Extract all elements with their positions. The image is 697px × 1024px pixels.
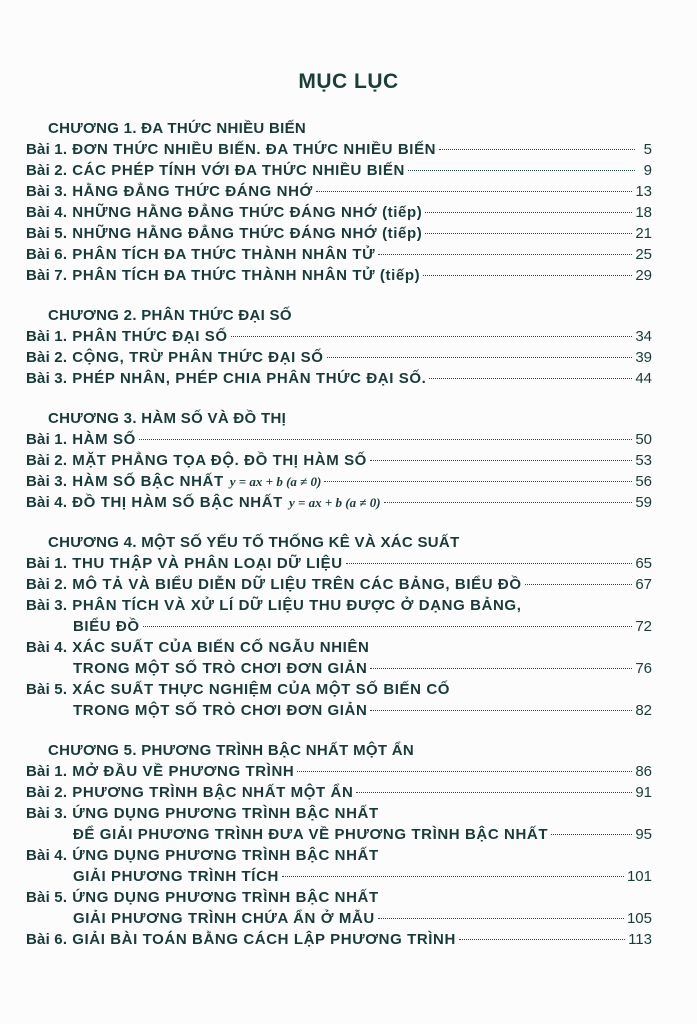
lesson-title-continuation: GIẢI PHƯƠNG TRÌNH TÍCH — [73, 868, 279, 885]
toc-entry[interactable] — [26, 887, 652, 908]
toc-entry-continuation[interactable] — [26, 908, 652, 929]
page-title: MỤC LỤC — [298, 70, 399, 93]
page-number: 53 — [635, 452, 652, 469]
lesson-title: HẰNG ĐẲNG THỨC ĐÁNG NHỚ — [72, 183, 313, 200]
lesson-title: GIẢI BÀI TOÁN BẰNG CÁCH LẬP PHƯƠNG TRÌNH — [72, 931, 456, 948]
dot-leader — [429, 378, 632, 379]
math-formula: y = ax + b (a ≠ 0) — [288, 495, 381, 510]
lesson-title-continuation: TRONG MỘT SỐ TRÒ CHƠI ĐƠN GIẢN — [73, 702, 368, 719]
page-number: 25 — [635, 246, 652, 263]
lesson-number: Bài 2. — [26, 576, 68, 593]
toc-entry[interactable] — [26, 429, 652, 450]
chapter-section — [26, 305, 652, 389]
toc-entry[interactable] — [26, 368, 652, 389]
lesson-title: MỞ ĐẦU VỀ PHƯƠNG TRÌNH — [72, 763, 295, 780]
lesson-title: ỨNG DỤNG PHƯƠNG TRÌNH BẬC NHẤT — [72, 847, 379, 864]
lesson-number: Bài 1. — [26, 763, 68, 780]
toc-entry[interactable] — [26, 782, 652, 803]
toc-entry[interactable] — [26, 929, 652, 950]
toc-entry-continuation[interactable] — [26, 616, 652, 637]
lesson-title: ỨNG DỤNG PHƯƠNG TRÌNH BẬC NHẤT — [72, 805, 379, 822]
lesson-title: HÀM SỐ — [72, 431, 136, 448]
page-number: 72 — [635, 618, 652, 635]
lesson-title-continuation: ĐỂ GIẢI PHƯƠNG TRÌNH ĐƯA VỀ PHƯƠNG TRÌNH BẬC NHẤT — [73, 826, 549, 843]
dot-leader — [316, 191, 632, 192]
lesson-title: XÁC SUẤT THỰC NGHIỆM CỦA MỘT SỐ BIẾN CỐ — [72, 681, 451, 698]
page-number: 65 — [635, 555, 652, 572]
lesson-number: Bài 5. — [26, 681, 68, 698]
lesson-number: Bài 2. — [26, 349, 68, 366]
lesson-number: Bài 2. — [26, 784, 68, 801]
chapter-heading[interactable]: CHƯƠNG 4. MỘT SỐ YẾU TỐ THỐNG KÊ VÀ XÁC SUẤT — [48, 534, 460, 551]
chapter-section — [26, 532, 652, 721]
toc-entry[interactable] — [26, 803, 652, 824]
lesson-number: Bài 4. — [26, 204, 68, 221]
lesson-number: Bài 3. — [26, 370, 68, 387]
page-number: 86 — [635, 763, 652, 780]
lesson-title: PHÉP NHÂN, PHÉP CHIA PHÂN THỨC ĐẠI SỐ. — [72, 370, 427, 387]
chapter-heading[interactable]: CHƯƠNG 2. PHÂN THỨC ĐẠI SỐ — [48, 307, 292, 324]
page-number: 56 — [635, 473, 652, 490]
chapter-section — [26, 408, 652, 513]
toc-entry[interactable] — [26, 223, 652, 244]
page-number: 29 — [635, 267, 652, 284]
lesson-number: Bài 2. — [26, 162, 68, 179]
table-of-contents — [26, 118, 652, 950]
lesson-number: Bài 1. — [26, 431, 68, 448]
page-number: 59 — [635, 494, 652, 511]
toc-entry[interactable] — [26, 244, 652, 265]
lesson-number: Bài 4. — [26, 847, 68, 864]
dot-leader — [231, 336, 633, 337]
dot-leader — [370, 710, 632, 711]
lesson-title: PHÂN TÍCH VÀ XỬ LÍ DỮ LIỆU THU ĐƯỢC Ở DẠNG BẢNG, — [72, 597, 522, 614]
toc-entry[interactable] — [26, 347, 652, 368]
chapter-section — [26, 118, 652, 286]
lesson-title: NHỮNG HẰNG ĐẲNG THỨC ĐÁNG NHỚ (tiếp) — [72, 225, 423, 242]
page-number: 67 — [635, 576, 652, 593]
page-number: 9 — [643, 162, 652, 179]
dot-leader — [327, 357, 633, 358]
lesson-number: Bài 5. — [26, 889, 68, 906]
lesson-number: Bài 3. — [26, 597, 68, 614]
dot-leader — [551, 834, 632, 835]
page-number: 101 — [626, 868, 652, 885]
page-number: 18 — [635, 204, 652, 221]
lesson-title-continuation: TRONG MỘT SỐ TRÒ CHƠI ĐƠN GIẢN — [73, 660, 368, 677]
toc-entry[interactable] — [26, 139, 652, 160]
lesson-number: Bài 7. — [26, 267, 68, 284]
lesson-title: THU THẬP VÀ PHÂN LOẠI DỮ LIỆU — [72, 555, 343, 572]
dot-leader — [425, 233, 632, 234]
dot-leader — [370, 668, 632, 669]
page-number: 13 — [635, 183, 652, 200]
lesson-title: CỘNG, TRỪ PHÂN THỨC ĐẠI SỐ — [72, 349, 324, 366]
dot-leader — [139, 439, 632, 440]
page-number: 95 — [635, 826, 652, 843]
dot-leader — [408, 170, 635, 171]
lesson-number: Bài 4. — [26, 639, 68, 656]
toc-entry[interactable] — [26, 471, 652, 492]
lesson-title: PHÂN TÍCH ĐA THỨC THÀNH NHÂN TỬ — [72, 246, 376, 263]
chapter-heading[interactable]: CHƯƠNG 1. ĐA THỨC NHIỀU BIẾN — [48, 120, 307, 137]
page-number: 44 — [635, 370, 652, 387]
toc-entry-continuation[interactable] — [26, 824, 652, 845]
toc-entry[interactable] — [26, 595, 652, 616]
lesson-title: PHƯƠNG TRÌNH BẬC NHẤT MỘT ẨN — [72, 784, 354, 801]
toc-entry[interactable] — [26, 574, 652, 595]
page-number: 39 — [635, 349, 652, 366]
page-number: 5 — [643, 141, 652, 158]
page-number: 50 — [635, 431, 652, 448]
dot-leader — [425, 212, 632, 213]
toc-entry[interactable] — [26, 679, 652, 700]
toc-entry-continuation[interactable] — [26, 658, 652, 679]
lesson-title: ĐỒ THỊ HÀM SỐ BẬC NHẤT — [72, 494, 283, 511]
dot-leader — [282, 876, 624, 877]
dot-leader — [384, 502, 633, 503]
dot-leader — [525, 584, 633, 585]
page-number: 21 — [635, 225, 652, 242]
dot-leader — [459, 939, 625, 940]
lesson-title: XÁC SUẤT CỦA BIẾN CỐ NGẪU NHIÊN — [72, 639, 370, 656]
dot-leader — [346, 563, 633, 564]
lesson-number: Bài 2. — [26, 452, 68, 469]
toc-entry[interactable] — [26, 761, 652, 782]
page-number: 113 — [628, 931, 652, 948]
dot-leader — [324, 481, 632, 482]
dot-leader — [143, 626, 633, 627]
toc-entry[interactable] — [26, 553, 652, 574]
lesson-title: ỨNG DỤNG PHƯƠNG TRÌNH BẬC NHẤT — [72, 889, 379, 906]
page-number: 91 — [635, 784, 652, 801]
chapter-heading[interactable]: CHƯƠNG 3. HÀM SỐ VÀ ĐỒ THỊ — [48, 410, 287, 427]
lesson-number: Bài 1. — [26, 141, 68, 158]
dot-leader — [297, 771, 632, 772]
lesson-title: MÔ TẢ VÀ BIỂU DIỄN DỮ LIỆU TRÊN CÁC BẢNG, BIỂU ĐỒ — [72, 576, 522, 593]
lesson-title-continuation: GIẢI PHƯƠNG TRÌNH CHỨA ẨN Ở MẪU — [73, 910, 375, 927]
lesson-title-continuation: BIỂU ĐỒ — [73, 618, 140, 635]
page-number: 105 — [626, 910, 652, 927]
page-number: 76 — [635, 660, 652, 677]
lesson-title: ĐƠN THỨC NHIỀU BIẾN. ĐA THỨC NHIỀU BIẾN — [72, 141, 437, 158]
toc-entry[interactable] — [26, 326, 652, 347]
toc-entry[interactable] — [26, 265, 652, 286]
dot-leader — [370, 460, 632, 461]
lesson-number: Bài 5. — [26, 225, 68, 242]
lesson-title: PHÂN THỨC ĐẠI SỐ — [72, 328, 228, 345]
dot-leader — [378, 918, 624, 919]
lesson-number: Bài 6. — [26, 931, 68, 948]
lesson-number: Bài 3. — [26, 473, 68, 490]
lesson-number: Bài 3. — [26, 183, 68, 200]
dot-leader — [423, 275, 632, 276]
lesson-number: Bài 3. — [26, 805, 68, 822]
lesson-number: Bài 6. — [26, 246, 68, 263]
toc-entry[interactable] — [26, 160, 652, 181]
lesson-title: PHÂN TÍCH ĐA THỨC THÀNH NHÂN TỬ (tiếp) — [72, 267, 421, 284]
page-number: 82 — [635, 702, 652, 719]
toc-entry[interactable] — [26, 845, 652, 866]
lesson-title: CÁC PHÉP TÍNH VỚI ĐA THỨC NHIỀU BIẾN — [72, 162, 405, 179]
dot-leader — [356, 792, 632, 793]
lesson-title: MẶT PHẲNG TỌA ĐỘ. ĐỒ THỊ HÀM SỐ — [72, 452, 367, 469]
chapter-section — [26, 740, 652, 950]
lesson-number: Bài 1. — [26, 328, 68, 345]
lesson-number: Bài 4. — [26, 494, 68, 511]
toc-entry-continuation[interactable] — [26, 866, 652, 887]
chapter-heading[interactable]: CHƯƠNG 5. PHƯƠNG TRÌNH BẬC NHẤT MỘT ẨN — [48, 742, 415, 759]
toc-entry[interactable] — [26, 181, 652, 202]
dot-leader — [439, 149, 635, 150]
toc-entry-continuation[interactable] — [26, 700, 652, 721]
lesson-title: NHỮNG HẰNG ĐẲNG THỨC ĐÁNG NHỚ (tiếp) — [72, 204, 423, 221]
dot-leader — [378, 254, 632, 255]
page-number: 34 — [635, 328, 652, 345]
toc-entry[interactable] — [26, 492, 652, 513]
toc-entry[interactable] — [26, 637, 652, 658]
lesson-title: HÀM SỐ BẬC NHẤT — [72, 473, 224, 490]
lesson-number: Bài 1. — [26, 555, 68, 572]
toc-entry[interactable] — [26, 450, 652, 471]
toc-entry[interactable] — [26, 202, 652, 223]
math-formula: y = ax + b (a ≠ 0) — [229, 474, 322, 489]
